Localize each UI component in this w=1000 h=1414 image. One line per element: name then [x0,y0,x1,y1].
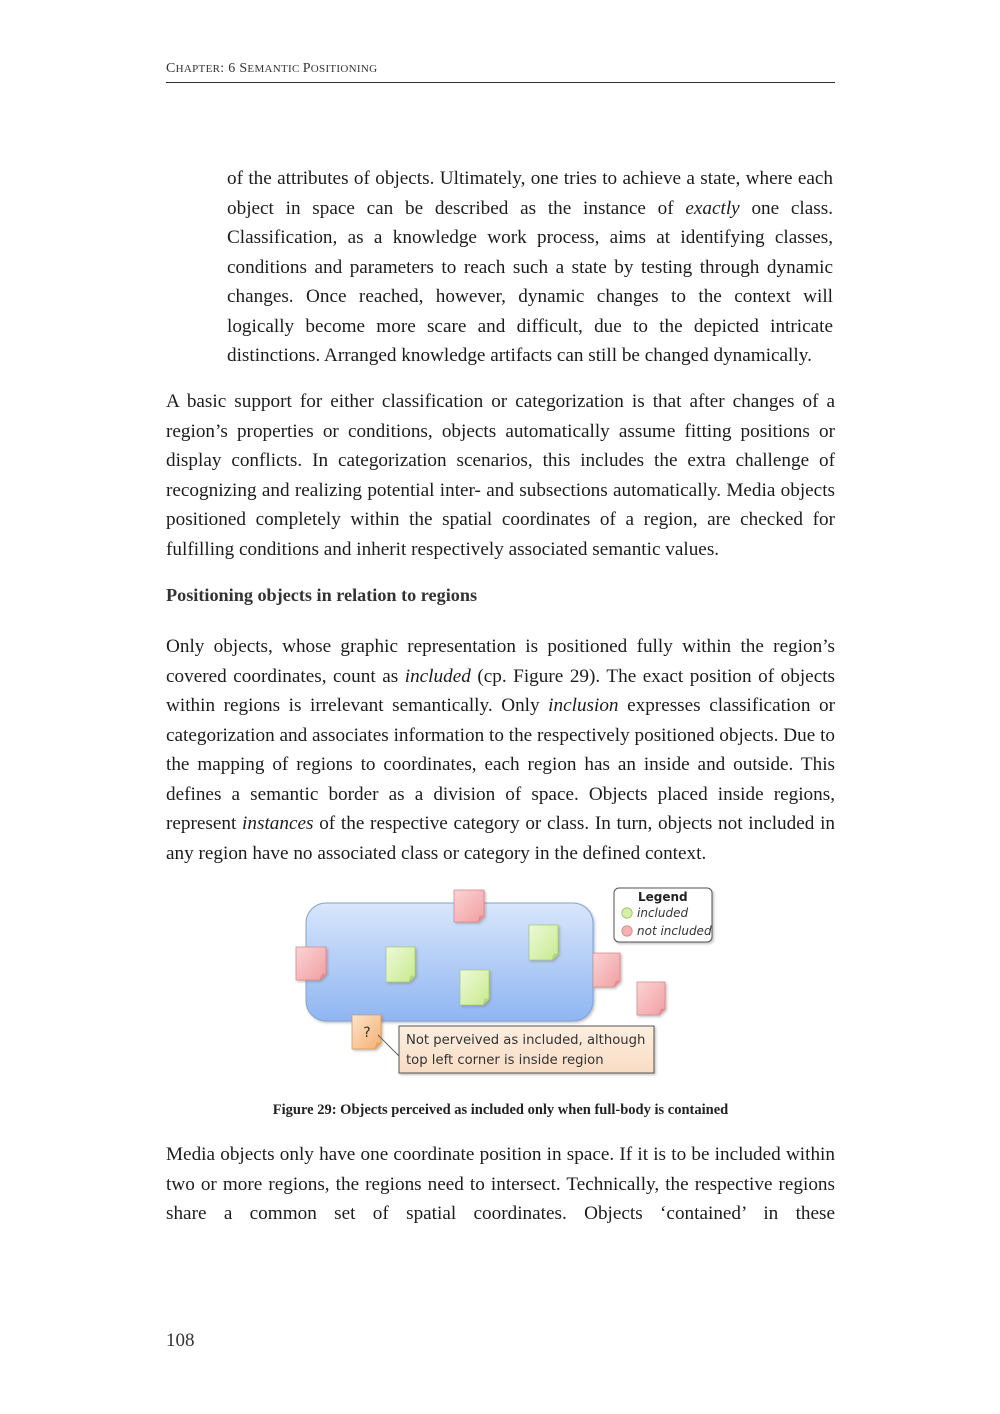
header-text: C [166,61,176,76]
legend-not-included-swatch [622,926,632,936]
figure-diagram [290,885,720,1080]
callout-line-1: Not perveived as included, although [406,1033,646,1048]
note-not-included [454,890,484,922]
header-text: OSITIONING [310,63,378,75]
question-mark-label: ? [363,1025,371,1041]
legend-title: Legend [638,890,688,904]
note-included [529,925,558,960]
quote-paragraph: of the attributes of objects. Ultimately, one tries to achieve a state, where each object in space can be described as the instance of exactly one class. Classification, as a knowledge work process, aims at identifying classes, conditions and parameters to reach such a state by testing through dynamic changes. Once reached, however, dynamic changes to the context will logically become more scare and difficult, due to the depicted intricate distinctions. Arranged knowledge artifacts can still be changed dynamically. [227,168,833,366]
section-heading: Positioning objects in relation to regions [166,585,478,605]
header-text: : 6 [220,61,240,76]
note-included [460,970,489,1005]
semantic-region [306,903,593,1021]
paragraph-text: A basic support for either classification or categorization is that after changes of a region’s properties or conditions, objects automatically assume fitting positions or display conflicts. In categorization scenarios, this includes the extra challenge of recognizing and realizing potential inter- and subsections automatically. Media objects positioned completely within the spatial coordinates of a region, are checked for fulfilling conditions and inherit respectively associated semantic values. [166,391,835,560]
legend-included-label: included [637,906,689,920]
paragraph-1 [166,387,835,564]
paragraph-text: Media objects only have one coordinate position in space. If it is to be included within two or more regions, the regions need to intersect. Technically, the respective regions share a common set of spatial coordinates. Objects ‘contained’ in these [166,1144,835,1224]
page-number: 108 [166,1330,195,1351]
block-quote [227,164,833,371]
header-text: P [302,61,311,76]
legend-included-swatch [622,908,632,918]
note-not-included [593,953,620,987]
running-header [166,60,835,83]
header-text: S [239,61,248,76]
callout-pointer [378,1035,400,1057]
callout-line-2: top left corner is inside region [406,1053,604,1068]
note-not-included [637,982,665,1015]
paragraph-3 [166,1140,835,1229]
header-text: EMANTIC [247,63,303,75]
figure-29 [290,885,720,1080]
legend-not-included-label: not included [637,924,712,938]
figure-caption: Figure 29: Objects perceived as included only when full-body is contained [272,1102,729,1118]
paragraph-text: Only objects, whose graphic representation is positioned fully within the region’s covered coordinates, count as included (cp. Figure 29). The exact position of objects within regions is irrelevant semantically. Only inclusion expresses classification or categorization and associates information to the respectively positioned objects. Due to the mapping of regions to coordinates, each region has an inside and outside. This defines a semantic border as a division of space. Objects placed inside regions, represent instances of the respective category or class. In turn, objects not included in any region have no associated class or category in the defined context. [166,636,836,864]
note-included [386,947,415,982]
header-text: HAPTER [175,63,221,75]
note-not-included [296,947,326,980]
paragraph-2 [166,632,835,868]
